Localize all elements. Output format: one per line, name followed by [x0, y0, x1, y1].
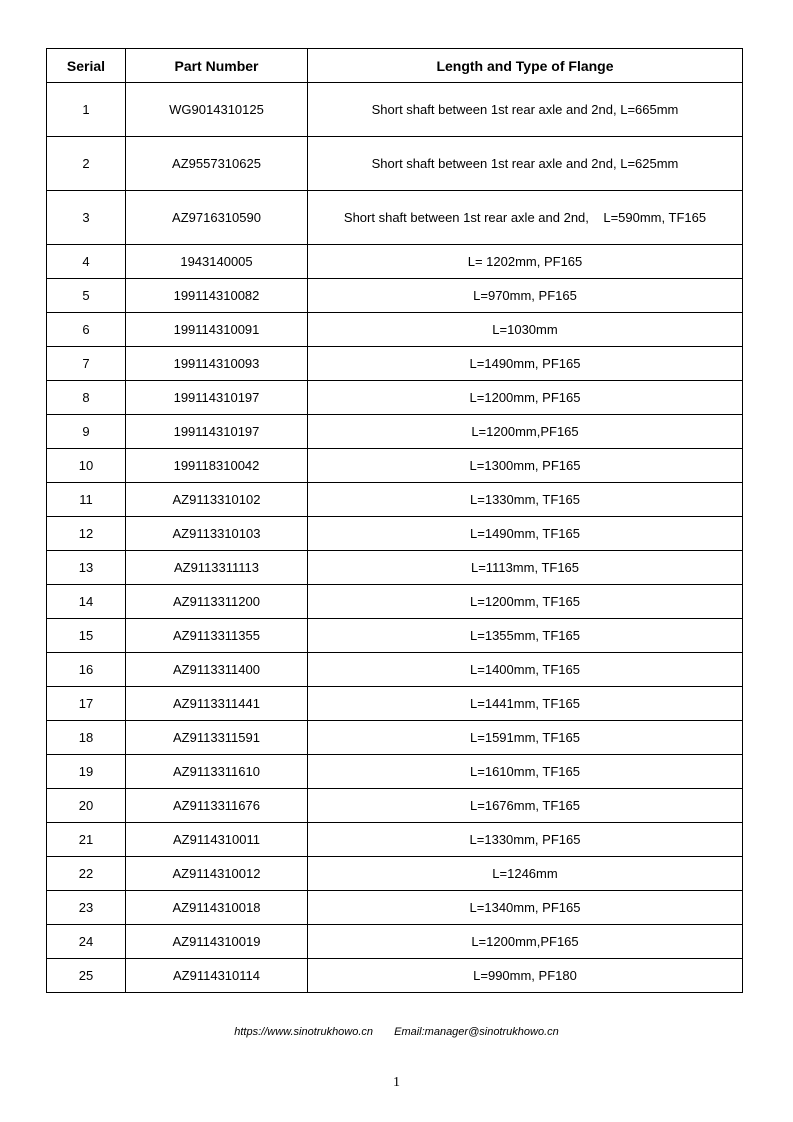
cell-part-number: AZ9113311591: [126, 721, 308, 755]
cell-description: Short shaft between 1st rear axle and 2nd, L=625mm: [308, 137, 743, 191]
table-row: [47, 313, 743, 347]
table-row: [47, 653, 743, 687]
cell-part-number: AZ9114310018: [126, 891, 308, 925]
header-part-number: Part Number: [126, 49, 308, 83]
cell-part-number: 199114310082: [126, 279, 308, 313]
cell-description: Short shaft between 1st rear axle and 2nd, L=590mm, TF165: [308, 191, 743, 245]
table-row: [47, 415, 743, 449]
cell-description: L=1591mm, TF165: [308, 721, 743, 755]
cell-description: Short shaft between 1st rear axle and 2nd, L=665mm: [308, 83, 743, 137]
cell-serial: 17: [47, 687, 126, 721]
cell-part-number: 199114310197: [126, 415, 308, 449]
cell-serial: 18: [47, 721, 126, 755]
cell-serial: 20: [47, 789, 126, 823]
cell-description: L=990mm, PF180: [308, 959, 743, 993]
cell-description: L=1330mm, TF165: [308, 483, 743, 517]
cell-part-number: AZ9114310114: [126, 959, 308, 993]
cell-part-number: AZ9557310625: [126, 137, 308, 191]
cell-part-number: AZ9113311676: [126, 789, 308, 823]
table-row: [47, 347, 743, 381]
cell-part-number: 199114310197: [126, 381, 308, 415]
table-body: [47, 83, 743, 993]
table-row: [47, 789, 743, 823]
cell-description: L= 1202mm, PF165: [308, 245, 743, 279]
table-row: [47, 857, 743, 891]
cell-serial: 3: [47, 191, 126, 245]
cell-description: L=1330mm, PF165: [308, 823, 743, 857]
cell-serial: 21: [47, 823, 126, 857]
cell-description: L=1355mm, TF165: [308, 619, 743, 653]
cell-serial: 24: [47, 925, 126, 959]
header-description: Length and Type of Flange: [308, 49, 743, 83]
parts-table: [46, 48, 743, 993]
table-row: [47, 959, 743, 993]
cell-serial: 6: [47, 313, 126, 347]
cell-description: L=970mm, PF165: [308, 279, 743, 313]
cell-part-number: WG9014310125: [126, 83, 308, 137]
table-row: [47, 137, 743, 191]
cell-part-number: AZ9113311610: [126, 755, 308, 789]
cell-serial: 10: [47, 449, 126, 483]
cell-description: L=1246mm: [308, 857, 743, 891]
cell-description: L=1300mm, PF165: [308, 449, 743, 483]
cell-part-number: AZ9114310012: [126, 857, 308, 891]
cell-serial: 19: [47, 755, 126, 789]
cell-part-number: AZ9114310019: [126, 925, 308, 959]
table-row: [47, 687, 743, 721]
footer-website[interactable]: https://www.sinotrukhowo.cn: [234, 1026, 374, 1038]
cell-part-number: AZ9113311441: [126, 687, 308, 721]
page-number: 1: [393, 1075, 400, 1090]
cell-serial: 15: [47, 619, 126, 653]
cell-serial: 16: [47, 653, 126, 687]
cell-serial: 22: [47, 857, 126, 891]
cell-description: L=1200mm,PF165: [308, 415, 743, 449]
cell-part-number: AZ9113311113: [126, 551, 308, 585]
footer: [0, 1026, 793, 1038]
cell-description: L=1200mm,PF165: [308, 925, 743, 959]
cell-description: L=1490mm, PF165: [308, 347, 743, 381]
table-row: [47, 755, 743, 789]
table-row: [47, 585, 743, 619]
cell-serial: 1: [47, 83, 126, 137]
table-header-row: [47, 49, 743, 83]
table-row: [47, 449, 743, 483]
table-row: [47, 619, 743, 653]
cell-serial: 4: [47, 245, 126, 279]
table-row: [47, 551, 743, 585]
cell-description: L=1676mm, TF165: [308, 789, 743, 823]
table-row: [47, 83, 743, 137]
cell-part-number: 199118310042: [126, 449, 308, 483]
cell-serial: 14: [47, 585, 126, 619]
cell-part-number: 1943140005: [126, 245, 308, 279]
cell-description: L=1490mm, TF165: [308, 517, 743, 551]
cell-part-number: AZ9113311355: [126, 619, 308, 653]
cell-description: L=1030mm: [308, 313, 743, 347]
cell-part-number: 199114310093: [126, 347, 308, 381]
table-row: [47, 483, 743, 517]
cell-serial: 8: [47, 381, 126, 415]
cell-part-number: AZ9113311200: [126, 585, 308, 619]
header-serial: Serial: [47, 49, 126, 83]
cell-part-number: AZ9113311400: [126, 653, 308, 687]
cell-serial: 13: [47, 551, 126, 585]
cell-description: L=1200mm, TF165: [308, 585, 743, 619]
table-row: [47, 245, 743, 279]
cell-description: L=1340mm, PF165: [308, 891, 743, 925]
cell-serial: 7: [47, 347, 126, 381]
cell-description: L=1113mm, TF165: [308, 551, 743, 585]
footer-email[interactable]: Email:manager@sinotrukhowo.cn: [394, 1026, 559, 1038]
cell-part-number: 199114310091: [126, 313, 308, 347]
cell-serial: 23: [47, 891, 126, 925]
table-row: [47, 823, 743, 857]
cell-part-number: AZ9113310102: [126, 483, 308, 517]
cell-serial: 12: [47, 517, 126, 551]
cell-description: L=1610mm, TF165: [308, 755, 743, 789]
cell-serial: 25: [47, 959, 126, 993]
table-row: [47, 517, 743, 551]
cell-description: L=1400mm, TF165: [308, 653, 743, 687]
cell-serial: 9: [47, 415, 126, 449]
cell-part-number: AZ9113310103: [126, 517, 308, 551]
cell-serial: 11: [47, 483, 126, 517]
cell-part-number: AZ9716310590: [126, 191, 308, 245]
table-row: [47, 721, 743, 755]
table-row: [47, 191, 743, 245]
table-row: [47, 279, 743, 313]
table-row: [47, 381, 743, 415]
cell-description: L=1441mm, TF165: [308, 687, 743, 721]
cell-serial: 2: [47, 137, 126, 191]
table-row: [47, 891, 743, 925]
cell-part-number: AZ9114310011: [126, 823, 308, 857]
cell-serial: 5: [47, 279, 126, 313]
table-row: [47, 925, 743, 959]
cell-description: L=1200mm, PF165: [308, 381, 743, 415]
